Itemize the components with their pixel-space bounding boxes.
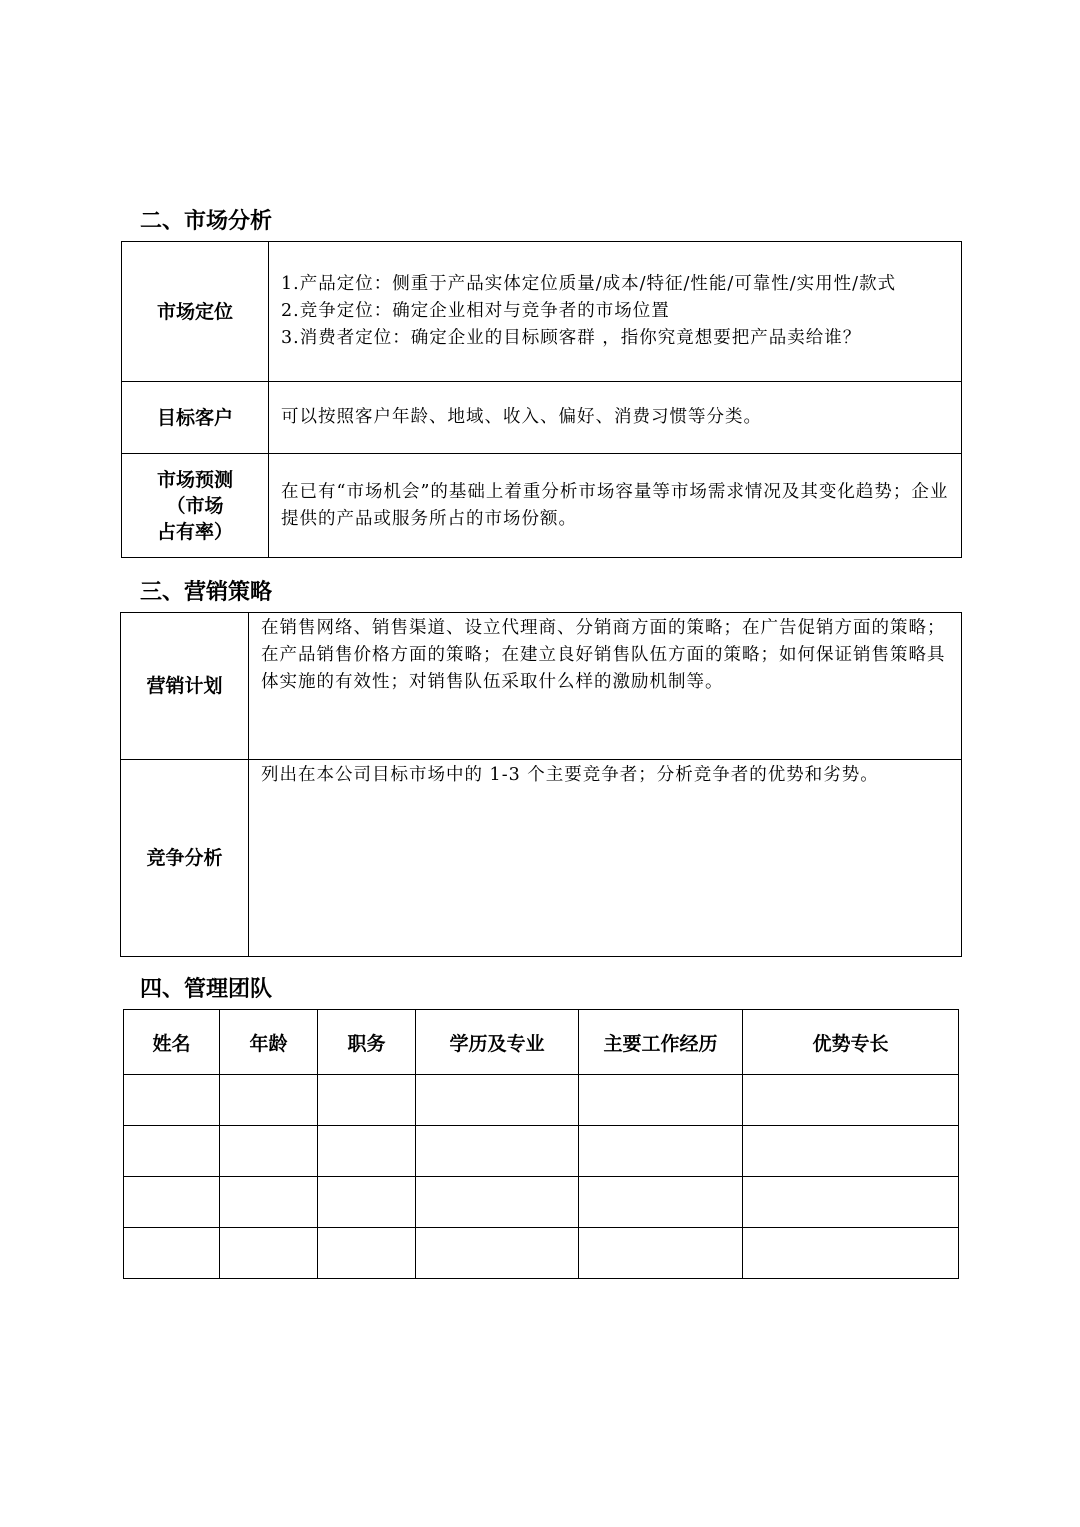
target-customer-row bbox=[122, 382, 962, 454]
market-forecast-content bbox=[269, 454, 962, 558]
competitive-positioning-text: 2.竞争定位：确定企业相对与竞争者的市场位置 bbox=[281, 301, 670, 321]
market-forecast-label-line: 占有率） bbox=[156, 520, 233, 543]
market-position-row bbox=[122, 242, 962, 382]
table-cell[interactable] bbox=[318, 1126, 416, 1177]
column-header-age: 年龄 bbox=[220, 1010, 318, 1075]
table-cell[interactable] bbox=[220, 1075, 318, 1126]
market-forecast-text: 在已有“市场机会”的基础上着重分析市场容量等市场需求情况及其变化趋势；企业提供的产品或服务所占的市场份额。 bbox=[281, 481, 949, 529]
table-cell[interactable] bbox=[416, 1177, 579, 1228]
table-cell[interactable] bbox=[579, 1177, 743, 1228]
table-row bbox=[124, 1075, 959, 1126]
table-cell[interactable] bbox=[124, 1126, 220, 1177]
product-positioning-text: 1.产品定位：侧重于产品实体定位质量/成本/特征/性能/可靠性/实用性/款式 bbox=[281, 274, 897, 294]
target-customer-text: 可以按照客户年龄、地域、收入、偏好、消费习惯等分类。 bbox=[281, 407, 762, 427]
table-cell[interactable] bbox=[124, 1177, 220, 1228]
market-forecast-label-line: 市场预测 bbox=[156, 468, 233, 491]
table-cell[interactable] bbox=[743, 1177, 959, 1228]
column-header-position: 职务 bbox=[318, 1010, 416, 1075]
table-cell[interactable] bbox=[579, 1126, 743, 1177]
consumer-positioning-text: 3.消费者定位：确定企业的目标顾客群 ，指你究竟想要把产品卖给谁？ bbox=[281, 328, 862, 348]
table-row bbox=[124, 1126, 959, 1177]
table-cell[interactable] bbox=[318, 1228, 416, 1279]
management-team-table bbox=[123, 1009, 959, 1279]
marketing-strategy-table bbox=[120, 612, 962, 957]
competition-analysis-row bbox=[121, 760, 962, 957]
table-cell[interactable] bbox=[416, 1075, 579, 1126]
marketing-plan-content: 在销售网络、销售渠道、设立代理商、分销商方面的策略；在广告促销方面的策略；在产品销售价格方面的策略；在建立良好销售队伍方面的策略；如何保证销售策略具体实施的有效性；对销售队伍采取什么样的激励机制等。 bbox=[249, 613, 962, 760]
column-header-experience: 主要工作经历 bbox=[579, 1010, 743, 1075]
table-cell[interactable] bbox=[220, 1126, 318, 1177]
table-row bbox=[124, 1228, 959, 1279]
table-cell[interactable] bbox=[743, 1075, 959, 1126]
market-position-content bbox=[269, 242, 962, 382]
table-cell[interactable] bbox=[124, 1228, 220, 1279]
market-analysis-title: 二、市场分析 bbox=[140, 209, 273, 234]
target-customer-label: 目标客户 bbox=[122, 382, 269, 454]
market-forecast-label bbox=[122, 454, 269, 558]
market-forecast-label-line: （市场 bbox=[166, 494, 224, 517]
table-cell[interactable] bbox=[318, 1075, 416, 1126]
management-team-title: 四、管理团队 bbox=[140, 977, 273, 1002]
market-position-label: 市场定位 bbox=[122, 242, 269, 382]
table-cell[interactable] bbox=[416, 1126, 579, 1177]
table-cell[interactable] bbox=[579, 1075, 743, 1126]
competition-analysis-content: 列出在本公司目标市场中的 1-3 个主要竞争者；分析竞争者的优势和劣势。 bbox=[249, 760, 962, 957]
target-customer-content bbox=[269, 382, 962, 454]
market-analysis-table bbox=[121, 241, 962, 558]
table-cell[interactable] bbox=[124, 1075, 220, 1126]
column-header-strengths: 优势专长 bbox=[743, 1010, 959, 1075]
table-cell[interactable] bbox=[743, 1126, 959, 1177]
table-cell[interactable] bbox=[579, 1228, 743, 1279]
table-cell[interactable] bbox=[743, 1228, 959, 1279]
competition-analysis-label: 竞争分析 bbox=[121, 760, 249, 957]
marketing-plan-label: 营销计划 bbox=[121, 613, 249, 760]
table-row bbox=[124, 1177, 959, 1228]
market-forecast-row bbox=[122, 454, 962, 558]
table-cell[interactable] bbox=[416, 1228, 579, 1279]
table-cell[interactable] bbox=[318, 1177, 416, 1228]
column-header-education: 学历及专业 bbox=[416, 1010, 579, 1075]
table-cell[interactable] bbox=[220, 1228, 318, 1279]
table-cell[interactable] bbox=[220, 1177, 318, 1228]
column-header-name: 姓名 bbox=[124, 1010, 220, 1075]
team-header-row bbox=[124, 1010, 959, 1075]
marketing-plan-row bbox=[121, 613, 962, 760]
marketing-strategy-title: 三、营销策略 bbox=[140, 580, 273, 605]
